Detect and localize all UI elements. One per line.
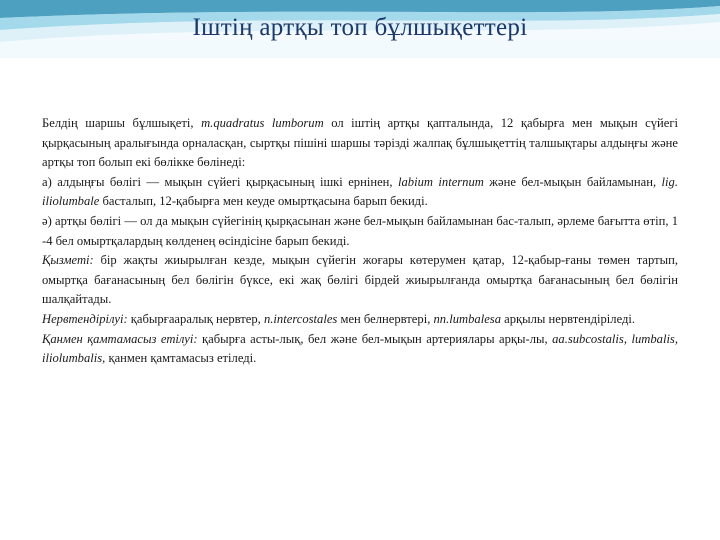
paragraph-innervation: Нервтендірілуі: қабырғааралық нервтер, n.intercostales мен белнервтері, nn.lumbalesa арқылы нервтендіріледі. (42, 311, 636, 326)
paragraph-blood-supply: Қанмен қамтамасыз етілуі: қабырға асты-лық, бел және бел-мықын артериялары арқы-лы, aa.subcostalis, lumbalis, iliolumbalis, қанмен қамтамасыз етіледі. (42, 331, 678, 366)
paragraph-anterior-part: а) алдыңғы бөлігі — мықын сүйегі қырқасының ішкі ернінен, labium internum және бел-мықын байламынан, lig. iliolumbale басталып, 12-қабырға мен кеуде омыртқасына барып бекиді. (42, 174, 678, 209)
latin-term: n.intercostales (263, 311, 338, 326)
latin-term: aa.subcostalis, lumbalis, iliolumbalis, (42, 331, 678, 366)
paragraph-function: Қызметі: бір жақты жиырылған кезде, мықын сүйегін жоғары көтерумен қатар, 12-қабыр-ғаны төмен тартып, омыртқа бағанасының бел бөлігін бүксе, екі жақ бөлігі бірдей жиырылғанда омыртқа бағанасының бел бөлігін шалқайтады. (42, 253, 678, 307)
latin-term: labium internum (397, 174, 484, 189)
paragraph-definition: Белдің шаршы бұлшықеті, m.quadratus lumborum ол іштің артқы қапталында, 12 қабырға мен мықын сүйегі қырқасының аралығында орналасқан, сыртқы пішіні шаршы тәрізді жалпақ бұлшықеттің талшықтары алдыңғы және артқы топ болып екі бөлікке бөлінеді: (42, 116, 678, 170)
section-label: Қызметі: (42, 253, 94, 268)
paragraph-posterior-part: ә) артқы бөлігі — ол да мықын сүйегінің қырқасынан және бел-мықын байламынан бас-талып, әрлеме бағытта өтіп, 1 -4 бел омыртқалардың көлденең өсіндісіне барып бекиді. (42, 213, 678, 248)
slide-title: Іштің артқы топ бұлшықеттері (192, 14, 528, 41)
slide-body (42, 114, 678, 369)
latin-term: nn.lumbalesa (433, 311, 501, 326)
latin-term: m.quadratus lumborum (201, 116, 324, 130)
section-label: Нервтендірілуі: (42, 311, 128, 326)
section-label: Қанмен қамтамасыз етілуі: (42, 331, 198, 346)
latin-term: lig. iliolumbale (42, 174, 678, 209)
